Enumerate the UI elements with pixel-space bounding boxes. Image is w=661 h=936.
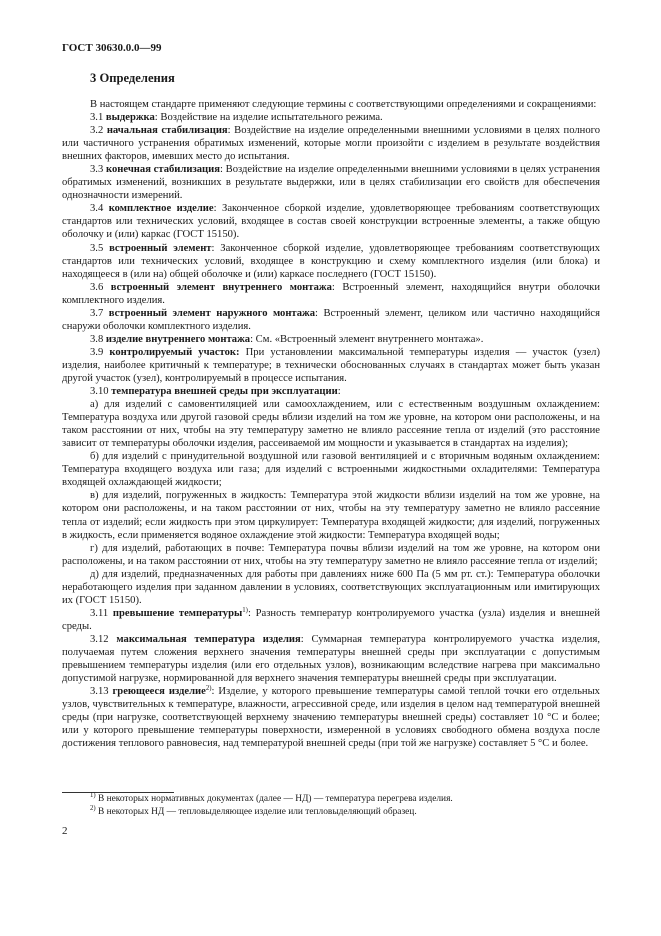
footnote-1 — [62, 793, 600, 806]
term-3-1 — [62, 111, 600, 124]
term-3-6 — [62, 281, 600, 307]
list-item-v: в) для изделий, погруженных в жидкость: Температура этой жидкости вблизи изделий на том же уровне, на котором они расположены, и на таком расстоянии от них, чтобы на эту температуру заметно не влияло рассеяние тепла от изделий; если жидкость при этом циркулирует: Температура входящей жидкости; для изделий, погруженных в жидкость, если применяется водяное охлаждение этой жидкости: Температура входящей воды; — [62, 490, 600, 541]
term-name: встроенный элемент внутреннего монтажа — [110, 281, 332, 293]
list-item-a: а) для изделий с самовентиляцией или самоохлаждением, или с естественным воздушным охлаждением: Температура воздуха или другой газовой среды вблизи изделий на том же уровне, на котором они расположены, и на таком расстоянии от них, чтобы на эту температуру заметно не влияло рассеяние тепла от изделий (это расстояние зависит от температуры оболочки изделия, рассеиваемой им мощности и указывается в стандартах на изделия); — [62, 399, 600, 450]
term-number: 3.13 — [90, 686, 109, 698]
term-definition: : Разность температур контролируемого участка (узла) изделия и внешней среды. — [62, 607, 601, 632]
footnote-ref: 2) — [205, 685, 212, 693]
term-3-11 — [62, 607, 600, 633]
term-3-13 — [62, 685, 600, 750]
intro-paragraph: В настоящем стандарте применяют следующие термины с соответствующими определениями и сокращениями: — [90, 99, 597, 110]
term-name: встроенный элемент наружного монтажа — [108, 307, 316, 319]
term-definition: При установлении максимальной температуры изделия — участок (узел) изделия, наиболее критичный к температуре; в технически обоснованных случаях в стандартах может быть указан другой участок (узел), контролируемый в процессе испытания. — [62, 346, 600, 384]
term-definition: : Законченное сборкой изделие, удовлетворяющее требованиям соответствующих стандартов или технических условий, входящее в состав своей конструкции встроенные элементы, а также общую оболочку и (или) каркас (ГОСТ 15150). — [62, 203, 600, 241]
term-definition: : Воздействие на изделие испытательного режима. — [154, 112, 383, 124]
list-item-d: д) для изделий, предназначенных для работы при давлениях ниже 600 Па (5 мм рт. ст.): Температура оболочки неработающего изделия при заданном давлении в условиях, соответствующих эксплуатационным или имитирующих их (ГОСТ 15150). — [62, 568, 600, 606]
term-3-4 — [62, 202, 600, 241]
list-item-g: г) для изделий, работающих в почве: Температура почвы вблизи изделий на том же уровне, на котором они расположены, и на таком расстоянии от них, чтобы на эту температуру заметно не влияло рассеяние тепла от изделий; — [62, 542, 600, 567]
list-item-b: б) для изделий с принудительной воздушной или газовой вентиляцией и с вторичным водяным охлаждением: Температура входящего воздуха или газа; для изделий с встроенными жидкостными охладителями: Температура входящей охлаждающей жидкости; — [62, 451, 600, 489]
term-number: 3.10 — [90, 386, 109, 398]
term-3-12 — [62, 633, 600, 685]
term-number: 3.4 — [90, 203, 104, 215]
term-3-9 — [62, 346, 600, 385]
term-number: 3.11 — [90, 607, 109, 619]
term-name: встроенный элемент — [109, 242, 212, 254]
term-number: 3.6 — [90, 281, 104, 293]
term-name: комплектное изделие — [108, 203, 214, 215]
term-number: 3.9 — [90, 346, 104, 358]
term-definition: : — [337, 386, 341, 398]
term-name: превышение температуры — [112, 607, 243, 619]
footnote-mark: 2) — [90, 805, 96, 812]
term-number: 3.3 — [90, 164, 104, 176]
term-name: изделие внутреннего монтажа — [105, 333, 251, 345]
term-definition: : Законченное сборкой изделие, удовлетворяющее требованиям соответствующих стандартов или технических условий, входящее в конструкцию и схему комплектного изделия (или блока) и находящееся в (или на) общей оболочке и (или) каркасе последнего (ГОСТ 15150). — [62, 242, 600, 280]
term-definition: : Суммарная температура контролируемого участка изделия, получаемая путем сложения верхнего значения температуры внешней среды при эксплуатации с допустимым превышением температуры изделия (или его отдельных узлов), возникающим вследствие нагрева при максимально допустимой нагрузке, нормированной для верхнего значения температуры внешней среды при эксплуатации. — [62, 633, 600, 685]
footnotes — [62, 793, 600, 819]
page-number: 2 — [62, 825, 68, 837]
term-name: максимальная температура изделия — [116, 633, 301, 645]
term-definition: : Встроенный элемент, целиком или частично находящийся снаружи оболочки комплектного изделия. — [62, 307, 600, 332]
footnote-text: В некоторых нормативных документах (далее — НД) — температура перегрева изделия. — [95, 794, 453, 804]
term-number: 3.8 — [90, 333, 104, 345]
term-name: контролируемый участок: — [109, 346, 240, 358]
footnote-text: В некоторых НД — тепловыделяющее изделие или тепловыделяющий образец. — [95, 807, 417, 817]
term-definition: : Встроенный элемент, находящийся внутри оболочки комплектного изделия. — [62, 281, 601, 306]
term-3-7 — [62, 307, 600, 333]
footnote-2 — [62, 806, 600, 819]
term-name: выдержка — [105, 112, 155, 124]
term-name: начальная стабилизация — [106, 125, 228, 137]
document-body — [62, 98, 600, 750]
term-name: конечная стабилизация — [106, 164, 220, 176]
term-definition: : Воздействие на изделие определенными внешними условиями в целях устранения обратимых изменений, возникших в результате выдержки, или в целях стабилизации его свойств для обеспечения однозначности измерений. — [62, 164, 600, 202]
term-3-5 — [62, 242, 600, 281]
term-definition: : Изделие, у которого превышение температуры самой теплой точки его отдельных узлов, чувствительных к температуре, влажности, агрессивной среде, или изделия в целом над температурой внешней среды (при нагрузке, соответствующей верхнему значению температуры внешней среды) составляет 10 °С и более; или у которого превышение температуры поверхности, измеренной в условиях свободного обмена воздуха после достижения теплового равновесия, над температурой внешней среды (при той же нагрузке) составляет 5 °С и более. — [62, 686, 600, 750]
term-name: греющееся изделие — [112, 686, 206, 698]
term-number: 3.7 — [90, 307, 104, 319]
footnote-ref: 1) — [242, 606, 248, 614]
standard-header: ГОСТ 30630.0.0—99 — [62, 42, 162, 54]
section-title: 3 Определения — [90, 71, 175, 85]
term-3-8 — [62, 333, 600, 346]
term-name: температура внешней среды при эксплуатации — [111, 386, 338, 398]
term-number: 3.5 — [90, 242, 104, 254]
term-3-10 — [62, 385, 600, 398]
term-definition: : Воздействие на изделие определенными внешними условиями в целях полного или частичного устранения обратимых изменений, которые могли произойти с изделием в результате воздействия внешних факторов, имевших место до испытания. — [62, 125, 600, 163]
term-3-2 — [62, 124, 600, 163]
term-number: 3.12 — [90, 633, 109, 645]
term-3-3 — [62, 163, 600, 202]
term-number: 3.2 — [90, 125, 104, 137]
footnote-mark: 1) — [90, 792, 96, 799]
term-number: 3.1 — [90, 112, 104, 124]
term-definition: : См. «Встроенный элемент внутреннего монтажа». — [250, 333, 484, 345]
